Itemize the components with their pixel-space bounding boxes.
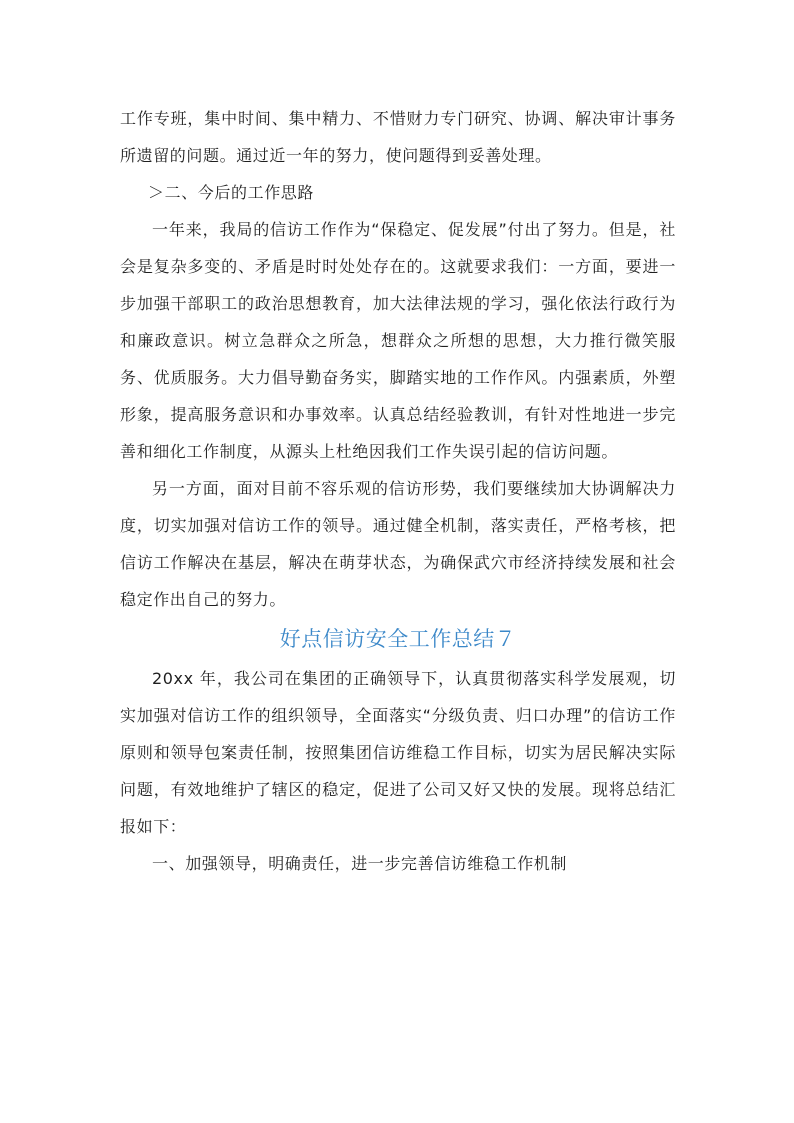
document-body <box>120 100 676 882</box>
section-heading-future-work: ＞二、今后的工作思路 <box>148 183 315 202</box>
paragraph-continued: 工作专班，集中时间、集中精力、不惜财力专门研究、协调、解决审计事务所遗留的问题。通过近一年的努力，使问题得到妥善处理。 <box>120 109 676 165</box>
paragraph-other-hand: 另一方面，面对目前不容乐观的信访形势，我们要继续加大协调解决力度，切实加强对信访工作的领导。通过健全机制，落实责任，严格考核，把信访工作解决在基层，解决在萌芽状态，为确保武穴市经济持续发展和社会稳定作出自己的努力。 <box>120 479 676 609</box>
document-title-7: 好点信访安全工作总结７ <box>279 627 517 651</box>
paragraph-one-year: 一年来，我局的信访工作作为“保稳定、促发展”付出了努力。但是，社会是复杂多变的、矛盾是时时处处存在的。这就要求我们：一方面，要进一步加强干部职工的政治思想教育，加大法律法规的学习，强化依法行政行为和廉政意识。树立急群众之所急，想群众之所想的思想，大力推行微笑服务、优质服务。大力倡导勤奋务实，脚踏实地的工作作风。内强素质，外塑形象，提高服务意识和办事效率。认真总结经验教训，有针对性地进一步完善和细化工作制度，从源头上杜绝因我们工作失误引起的信访问题。 <box>120 220 676 461</box>
paragraph-year-summary: 20xx 年，我公司在集团的正确领导下，认真贯彻落实科学发展观，切实加强对信访工作的组织领导，全面落实“分级负责、归口办理”的信访工作原则和领导包案责任制，按照集团信访维稳工作目标，切实为居民解决实际问题，有效地维护了辖区的稳定，促进了公司又好又快的发展。现将总结汇报如下： <box>120 669 676 836</box>
section-heading-strengthen-leadership: 一、加强领导，明确责任，进一步完善信访维稳工作机制 <box>152 854 568 873</box>
